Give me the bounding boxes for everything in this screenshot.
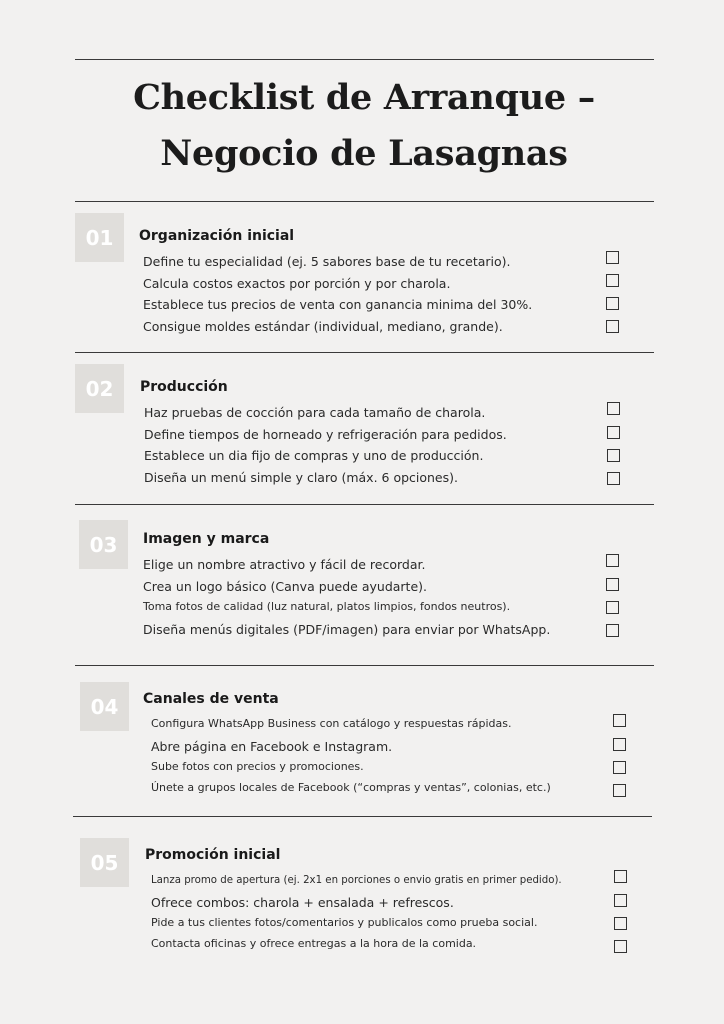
checkbox[interactable]	[606, 578, 619, 591]
page-title	[74, 70, 654, 182]
section-number-box: 05	[80, 838, 129, 887]
checkbox[interactable]	[607, 426, 620, 439]
checklist-item-text: Haz pruebas de cocción para cada tamaño de charola.	[144, 405, 486, 420]
checklist-item-text: Define tu especialidad (ej. 5 sabores base de tu recetario).	[143, 254, 511, 269]
checkbox[interactable]	[607, 449, 620, 462]
section-number-box: 04	[80, 682, 129, 731]
checklist-item-text: Crea un logo básico (Canva puede ayudarte).	[143, 579, 428, 594]
title-line-1: Checklist de Arranque –	[133, 77, 595, 118]
checkbox[interactable]	[613, 738, 626, 751]
section-heading: Organización inicial	[139, 228, 295, 244]
checkbox[interactable]	[606, 251, 619, 264]
checkbox[interactable]	[606, 624, 619, 637]
checkbox[interactable]	[607, 402, 620, 415]
checkbox[interactable]	[613, 714, 626, 727]
checkbox[interactable]	[614, 870, 627, 883]
checkbox[interactable]	[606, 554, 619, 567]
checklist-item-text: Configura WhatsApp Business con catálogo y respuestas rápidas.	[151, 717, 512, 730]
checklist-item-text: Establece un dia fijo de compras y uno de producción.	[144, 448, 484, 463]
checkbox[interactable]	[613, 761, 626, 774]
divider-section-01	[75, 352, 654, 353]
checkbox[interactable]	[613, 784, 626, 797]
checkbox[interactable]	[606, 601, 619, 614]
checklist-item-text: Ofrece combos: charola + ensalada + refrescos.	[151, 895, 454, 910]
checklist-item-text: Establece tus precios de venta con ganancia minima del 30%.	[143, 297, 533, 312]
divider-section-03	[75, 665, 654, 666]
checklist-item-text: Elige un nombre atractivo y fácil de recordar.	[143, 557, 426, 572]
checkbox[interactable]	[606, 274, 619, 287]
divider-section-04	[73, 816, 652, 817]
title-line-2: Negocio de Lasagnas	[160, 133, 568, 174]
divider-section-02	[75, 504, 654, 505]
section-number-box: 03	[79, 520, 128, 569]
checklist-item-text: Consigue moldes estándar (individual, mediano, grande).	[143, 319, 503, 334]
checklist-item-text: Abre página en Facebook e Instagram.	[151, 739, 393, 754]
checklist-item-text: Únete a grupos locales de Facebook (“compras y ventas”, colonias, etc.)	[151, 781, 551, 794]
checklist-item-text: Lanza promo de apertura (ej. 2x1 en porciones o envio gratis en primer pedido).	[151, 875, 562, 886]
checkbox[interactable]	[614, 940, 627, 953]
section-number-box: 02	[75, 364, 124, 413]
section-heading: Imagen y marca	[143, 531, 270, 547]
section-heading: Canales de venta	[143, 691, 279, 707]
checklist-item-text: Diseña menús digitales (PDF/imagen) para enviar por WhatsApp.	[143, 622, 551, 637]
checklist-item-text: Diseña un menú simple y claro (máx. 6 opciones).	[144, 470, 458, 485]
checklist-item-text: Calcula costos exactos por porción y por charola.	[143, 276, 451, 291]
divider-below-title	[75, 201, 654, 202]
section-number-box: 01	[75, 213, 124, 262]
checklist-item-text: Define tiempos de horneado y refrigeración para pedidos.	[144, 427, 507, 442]
checkbox[interactable]	[614, 894, 627, 907]
checkbox[interactable]	[607, 472, 620, 485]
checklist-item-text: Pide a tus clientes fotos/comentarios y publicalos como prueba social.	[151, 916, 538, 929]
divider-top	[75, 59, 654, 60]
checkbox[interactable]	[614, 917, 627, 930]
checklist-item-text: Toma fotos de calidad (luz natural, platos limpios, fondos neutros).	[143, 600, 511, 613]
checkbox[interactable]	[606, 320, 619, 333]
checklist-item-text: Sube fotos con precios y promociones.	[151, 760, 364, 773]
section-heading: Promoción inicial	[145, 847, 281, 863]
checkbox[interactable]	[606, 297, 619, 310]
checklist-item-text: Contacta oficinas y ofrece entregas a la hora de la comida.	[151, 937, 477, 950]
section-heading: Producción	[140, 379, 228, 395]
